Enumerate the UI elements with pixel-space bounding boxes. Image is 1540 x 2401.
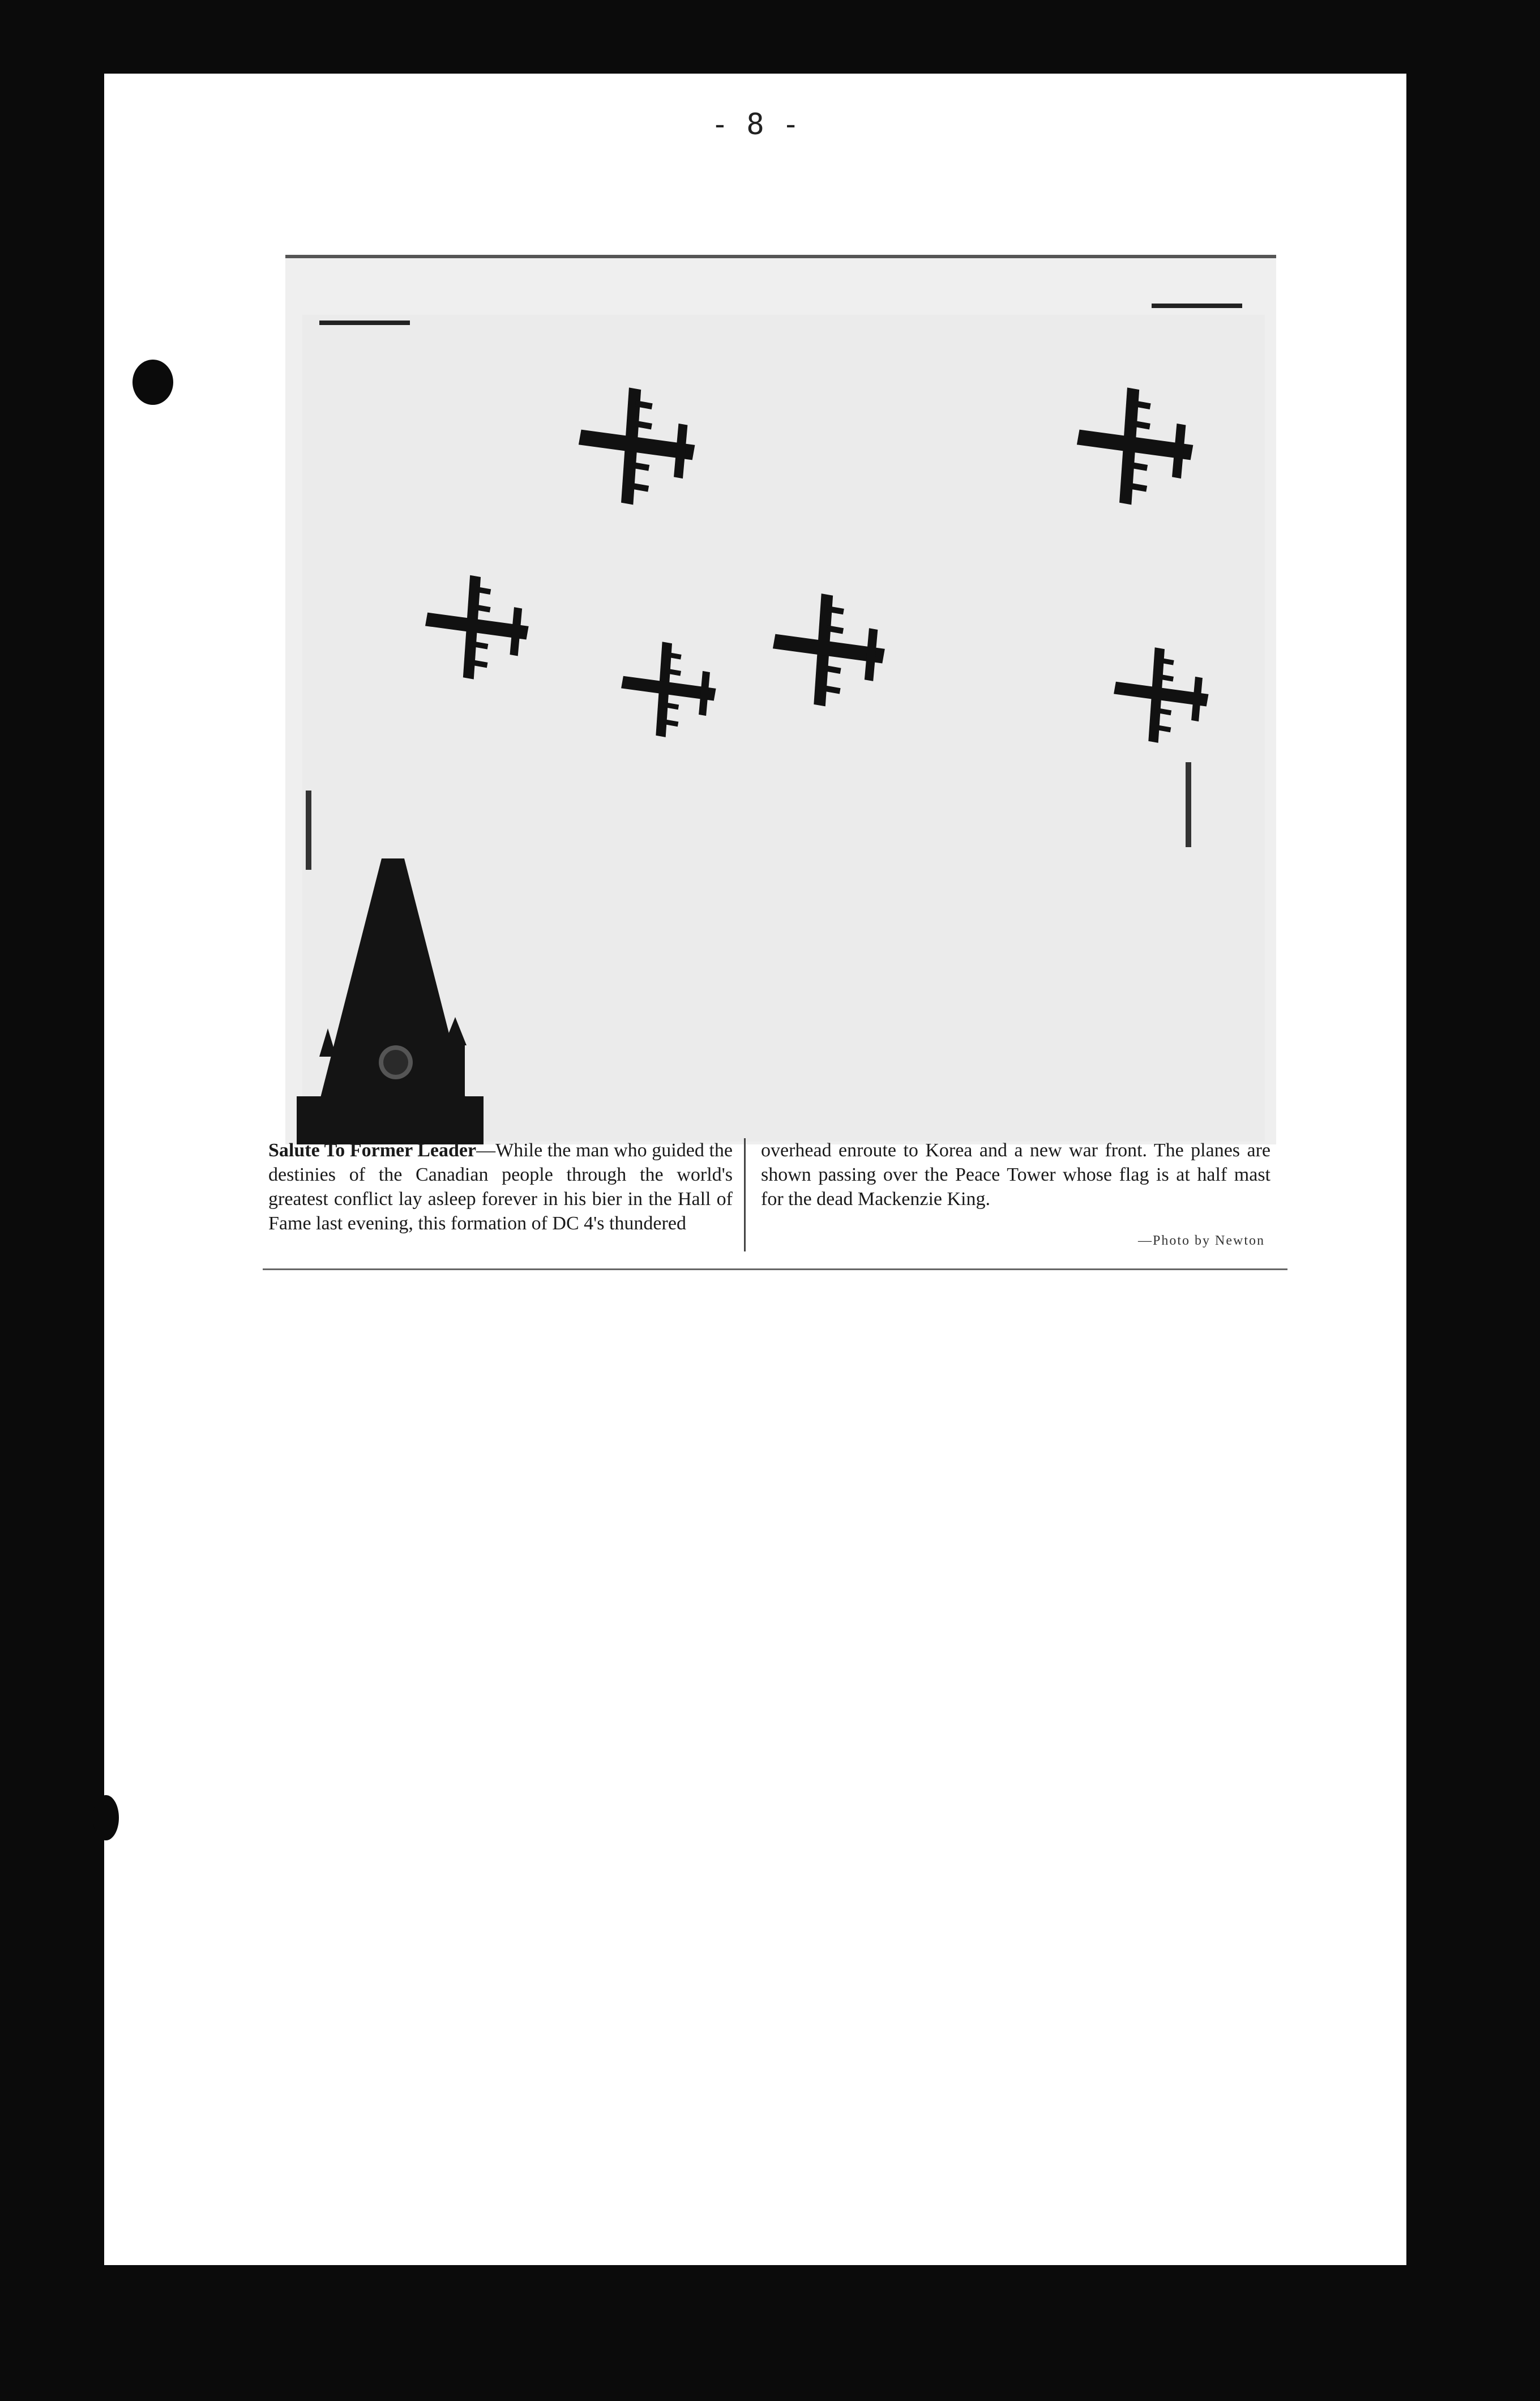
punch-hole bbox=[132, 360, 173, 405]
caption-left-column bbox=[268, 1138, 733, 1236]
document-page bbox=[104, 74, 1406, 2265]
caption-right-column: overhead enroute to Korea and a new war front. The planes are shown passing over the Peace Tower whose flag is at half mast for the dead Mackenzie King. bbox=[761, 1140, 1270, 1210]
caption-left-text: —While the man who guided the destinies of the Canadian people through the world's greatest conflict lay asleep forever in his bier in the Hall of Fame last evening, this formation of DC 4's thundered bbox=[268, 1140, 733, 1234]
newspaper-clipping bbox=[263, 232, 1287, 1274]
photo-credit: —Photo by Newton bbox=[1138, 1233, 1265, 1248]
caption-lead: Salute To Former Leader bbox=[268, 1140, 477, 1161]
news-photo bbox=[285, 255, 1276, 1144]
page-number: - 8 - bbox=[711, 108, 800, 142]
punch-hole bbox=[93, 1795, 119, 1840]
photo-caption bbox=[263, 1133, 1287, 1270]
column-divider bbox=[744, 1138, 746, 1251]
